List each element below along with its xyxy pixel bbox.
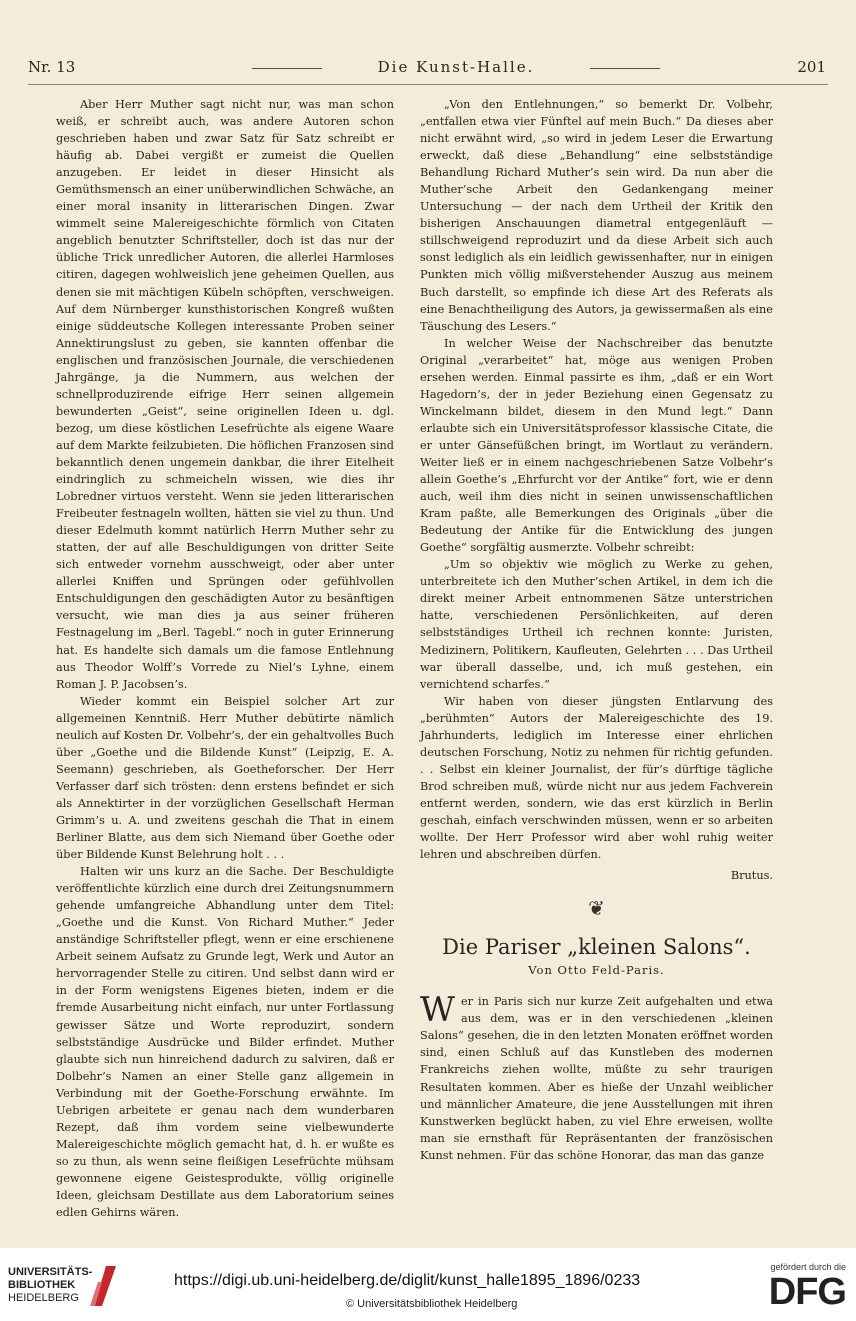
journal-title: Die Kunst-Halle.: [377, 58, 535, 76]
article-author: Von Otto Feld-Paris.: [528, 963, 665, 978]
dfg-logo[interactable]: DFG: [768, 1271, 846, 1313]
right-column: [420, 96, 773, 1164]
header-rule-left: [252, 68, 322, 69]
article-text: er in Paris sich nur kurze Zeit aufgehalten und etwa aus dem, was er in den verschiedenen „kleinen Salons“ gesehen, die in den letzten Monaten eröffnet worden sind, einen Schluß auf das Kunstleben des modernen Frankreichs ziehen wollte, müßte zu sehr traurigen Resultaten kommen. Aber es hieße der Unzahl weiblicher und männlicher Amateure, die jene Ausstellungen mit ihren Kunstwerken beglückt haben, zu viel Ehre erweisen, wollte man sie ernsthaft für Repräsentanten der französischen Kunst nehmen. Für das schöne Honorar, das man das ganze: [420, 995, 773, 1162]
library-name-line1: UNIVERSITÄTS-: [8, 1266, 93, 1278]
right-paragraph-4: Wir haben von dieser jüngsten Entlarvung des „berühmten“ Autors der Malereigeschichte des 19. Jahrhunderts, lediglich im Interesse einer ehrlichen deutschen Forschung, Notiz zu nehmen für richtig gefunden. . . Selbst ein kleiner Journalist, der für’s dürftige tägliche Brod schreiben muß, würde nicht nur aus jedem Fachverein entfernt werden, sondern, wie das erst kürzlich in Berlin geschah, einfach verschwinden müssen, wenn er so arbeiten wollte. Der Herr Professor wird aber wohl ruhig weiter lehren und abschreiben dürfen.: [420, 694, 773, 862]
article-paragraph: [420, 990, 773, 1163]
page-header: [28, 56, 828, 82]
page-number: 201: [797, 58, 826, 76]
left-paragraph-1: Aber Herr Muther sagt nicht nur, was man schon weiß, er schreibt auch, was andere Autoren schon geschrieben haben und zwar Satz für Satz schreibt er häufig ab. Dabei vergißt er zumeist die Quellen anzugeben. Er leidet in dieser Hinsicht als Gemüthsmensch an einer unüberwindlichen Schwäche, an einer moral insanity in litterarischen Dingen. Zwar wimmelt seine Malereigeschichte förmlich von Citaten angeblich benutzter Schriftsteller, doch ist das nur der übliche Trick unredlicher Autoren, die allerlei Harmloses citiren, dagegen wohlweislich jene geheimen Quellen, aus denen sie mit mächtigen Kübeln schöpften, verschweigen. Auf dem Nürnberger kunsthistorischen Kongreß wußten einige süddeutsche Kollegen interessante Proben seiner Annektirungslust zu geben, sie kannten offenbar die englischen und französischen Journale, die verschiedenen Jahrgänge, ja die Nummern, aus welchen der schnellproduzirende eifrige Herr seinen allgemein bewunderten „Geist“, seine originellen Ideen u. dgl. bezog, um diese köstlichen Lesefrüchte als eigene Waare auf dem Markte feilzubieten. Die höflichen Franzosen sind bekanntlich denen ungemein dankbar, die ihrer Eitelheit eindringlich zu schmeicheln wissen, wie dies ihr Lobredner virtuos versteht. Wenn sie jeden litterarischen Freibeuter festnageln wollten, hätten sie viel zu thun. Und dieser Edelmuth kommt natürlich Herrn Muther sehr zu statten, der auf alle Beschuldigungen von dritter Seite sich entweder vornehm ausschweigt, oder aber unter allerlei Kniffen und Sprüngen oder gefühlvollen Entschuldigungen den geschädigten Autor zu besänftigen versucht, wie man dies ja aus seiner früheren Festnagelung im „Berl. Tagebl.“ noch in guter Erinnerung hat. Es handelte sich damals um die famose Entlehnung aus Theodor Wolff’s Vorrede zu Niel’s Lyhne, einem Roman J. P. Jacobsen’s.: [56, 98, 394, 691]
article-title: Die Pariser „kleinen Salons“.: [442, 935, 751, 960]
header-divider: [28, 84, 828, 85]
viewer-footer: [0, 1248, 856, 1321]
permalink-link[interactable]: https://digi.ub.uni-heidelberg.de/diglit/kunst_halle1895_1896/0233: [174, 1272, 641, 1289]
drop-cap: W: [420, 990, 455, 1031]
library-name-line3: HEIDELBERG: [8, 1292, 79, 1304]
dfg-caption: gefördert durch die: [770, 1262, 846, 1272]
header-rule-right: [590, 68, 660, 69]
library-name-line2: BIBLIOTHEK: [8, 1279, 76, 1291]
right-paragraph-1: „Von den Entlehnungen,“ so bemerkt Dr. Volbehr, „entfallen etwa vier Fünftel auf mein Buch.“ Da dieses aber nicht erwähnt wird, „so wird in jedem Leser die Erwartung erweckt, daß diese „Behandlung“ eine selbstständige Behandlung Richard Muther’s sein wird. Da nun aber die Muther’sche Arbeit den Gedankengang meiner Untersuchung — der nach dem Urtheil der Kritik den bisherigen Anschauungen diametral entgegenläuft — stillschweigend reproduzirt und da diese Arbeit sich auch sonst lediglich als ein leidlich gewissenhafter, nur in einigen Punkten mich völlig mißverstehender Auszug aus meinem Buch darstellt, so empfinde ich diese Art des Referats als eine Benachtheiligung des Autors, ja gewissermaßen als eine Täuschung des Lesers.“: [420, 98, 773, 333]
fleuron-ornament-icon: ❦: [588, 896, 605, 921]
library-logo[interactable]: [8, 1266, 92, 1305]
copyright-text: © Universitätsbibliothek Heidelberg: [346, 1298, 518, 1310]
right-paragraph-3: „Um so objektiv wie möglich zu Werke zu gehen, unterbreitete ich den Muther’schen Artikel, in dem ich die direkt meiner Arbeit entnommenen Sätze unterstrichen hatte, verschiedenen Persönlichkeiten, auf deren selbstständiges Urtheil ich rechnen konnte: Juristen, Medizinern, Politikern, Kaufleuten, Gelehrten . . . Das Urtheil war überall dasselbe, und, ich muß gestehen, ein vernichtend scharfes.“: [420, 558, 773, 691]
left-paragraph-3: Halten wir uns kurz an die Sache. Der Beschuldigte veröffentlichte kürzlich eine durch drei Zeitungsnummern gehende umfangreiche Abhandlung unter dem Titel: „Goethe und die Kunst. Von Richard Muther.“ Jeder anständige Schriftsteller pflegt, wenn er eine erschienene Arbeit seinem Aufsatz zu Grunde legt, Werk und Autor an hervorragender Stelle zu citiren. Und selbst dann wird er in der Form wenigstens Eigenes bieten, indem er die fremde Ausarbeitung nicht einfach, nur unter Fortlassung gewisser Sätze und Worte reproduzirt, sondern selbstständige Ausdrücke und Bilder erfindet. Muther glaubte sich nun hinreichend dadurch zu salviren, daß er Dolbehr’s Namen an einer Stelle ganz allgemein in Verbindung mit der Goethe-Forschung erwähnte. Im Uebrigen arbeitete er genau nach dem wunderbaren Rezept, daß ihm vordem seine vielbewunderte Malereigeschichte möglich gemacht hat, d. h. er wußte es so zu thun, als wenn seine fleißigen Lesefrüchte mühsam gewonnene eigene Geistesprodukte, völlig originelle Ideen, gleichsam Destillate aus dem Laboratorium seines edlen Gehirns wären.: [56, 865, 394, 1220]
library-mark-icon: [88, 1262, 118, 1308]
left-column: [56, 96, 394, 1221]
right-paragraph-2: In welcher Weise der Nachschreiber das benutzte Original „verarbeitet“ hat, möge aus wenigen Proben ersehen werden. Einmal passirte es ihm, „daß er ein Wort Hagedorn’s, der in jeder Beziehung einen Gegensatz zu Winckelmann bildet, diesem in den Mund legt.“ Dann erlaubte sich ein Universitätsprofessor klassische Citate, die er unter Gänsefüßchen bringt, im Wortlaut zu verändern. Weiter ließ er in einem nachgeschriebenen Satze Volbehr’s allein Goethe’s „Ehrfurcht vor der Antike“ fort, wie er denn auch, weil ihm dies nicht in seinen unwissenschaftlichen Kram paßte, alle Bemerkungen des Originals „über die Bedeutung der Antike für die Entwicklung des jungen Goethe“ sorgfältig ausmerzte. Volbehr schreibt:: [420, 336, 773, 555]
issue-number: Nr. 13: [28, 58, 76, 76]
left-paragraph-2: Wieder kommt ein Beispiel solcher Art zur allgemeinen Kenntniß. Herr Muther debütirte nämlich neulich auf Kosten Dr. Volbehr’s, der ein gehaltvolles Buch über „Goethe und die Bildende Kunst“ (Leipzig, E. A. Seemann) geschrieben, als Goetheforscher. Der Herr Verfasser darf sich trösten: denn erstens befindet er sich als Annektirter in der vorzüglichen Gesellschaft Herman Grimm’s u. A. und zweitens geschah die That in einem Berliner Blatte, aus dem sich Niemand über Goethe oder über Bildende Kunst Belehrung holt . . .: [56, 694, 394, 862]
signature: Brutus.: [730, 869, 773, 883]
